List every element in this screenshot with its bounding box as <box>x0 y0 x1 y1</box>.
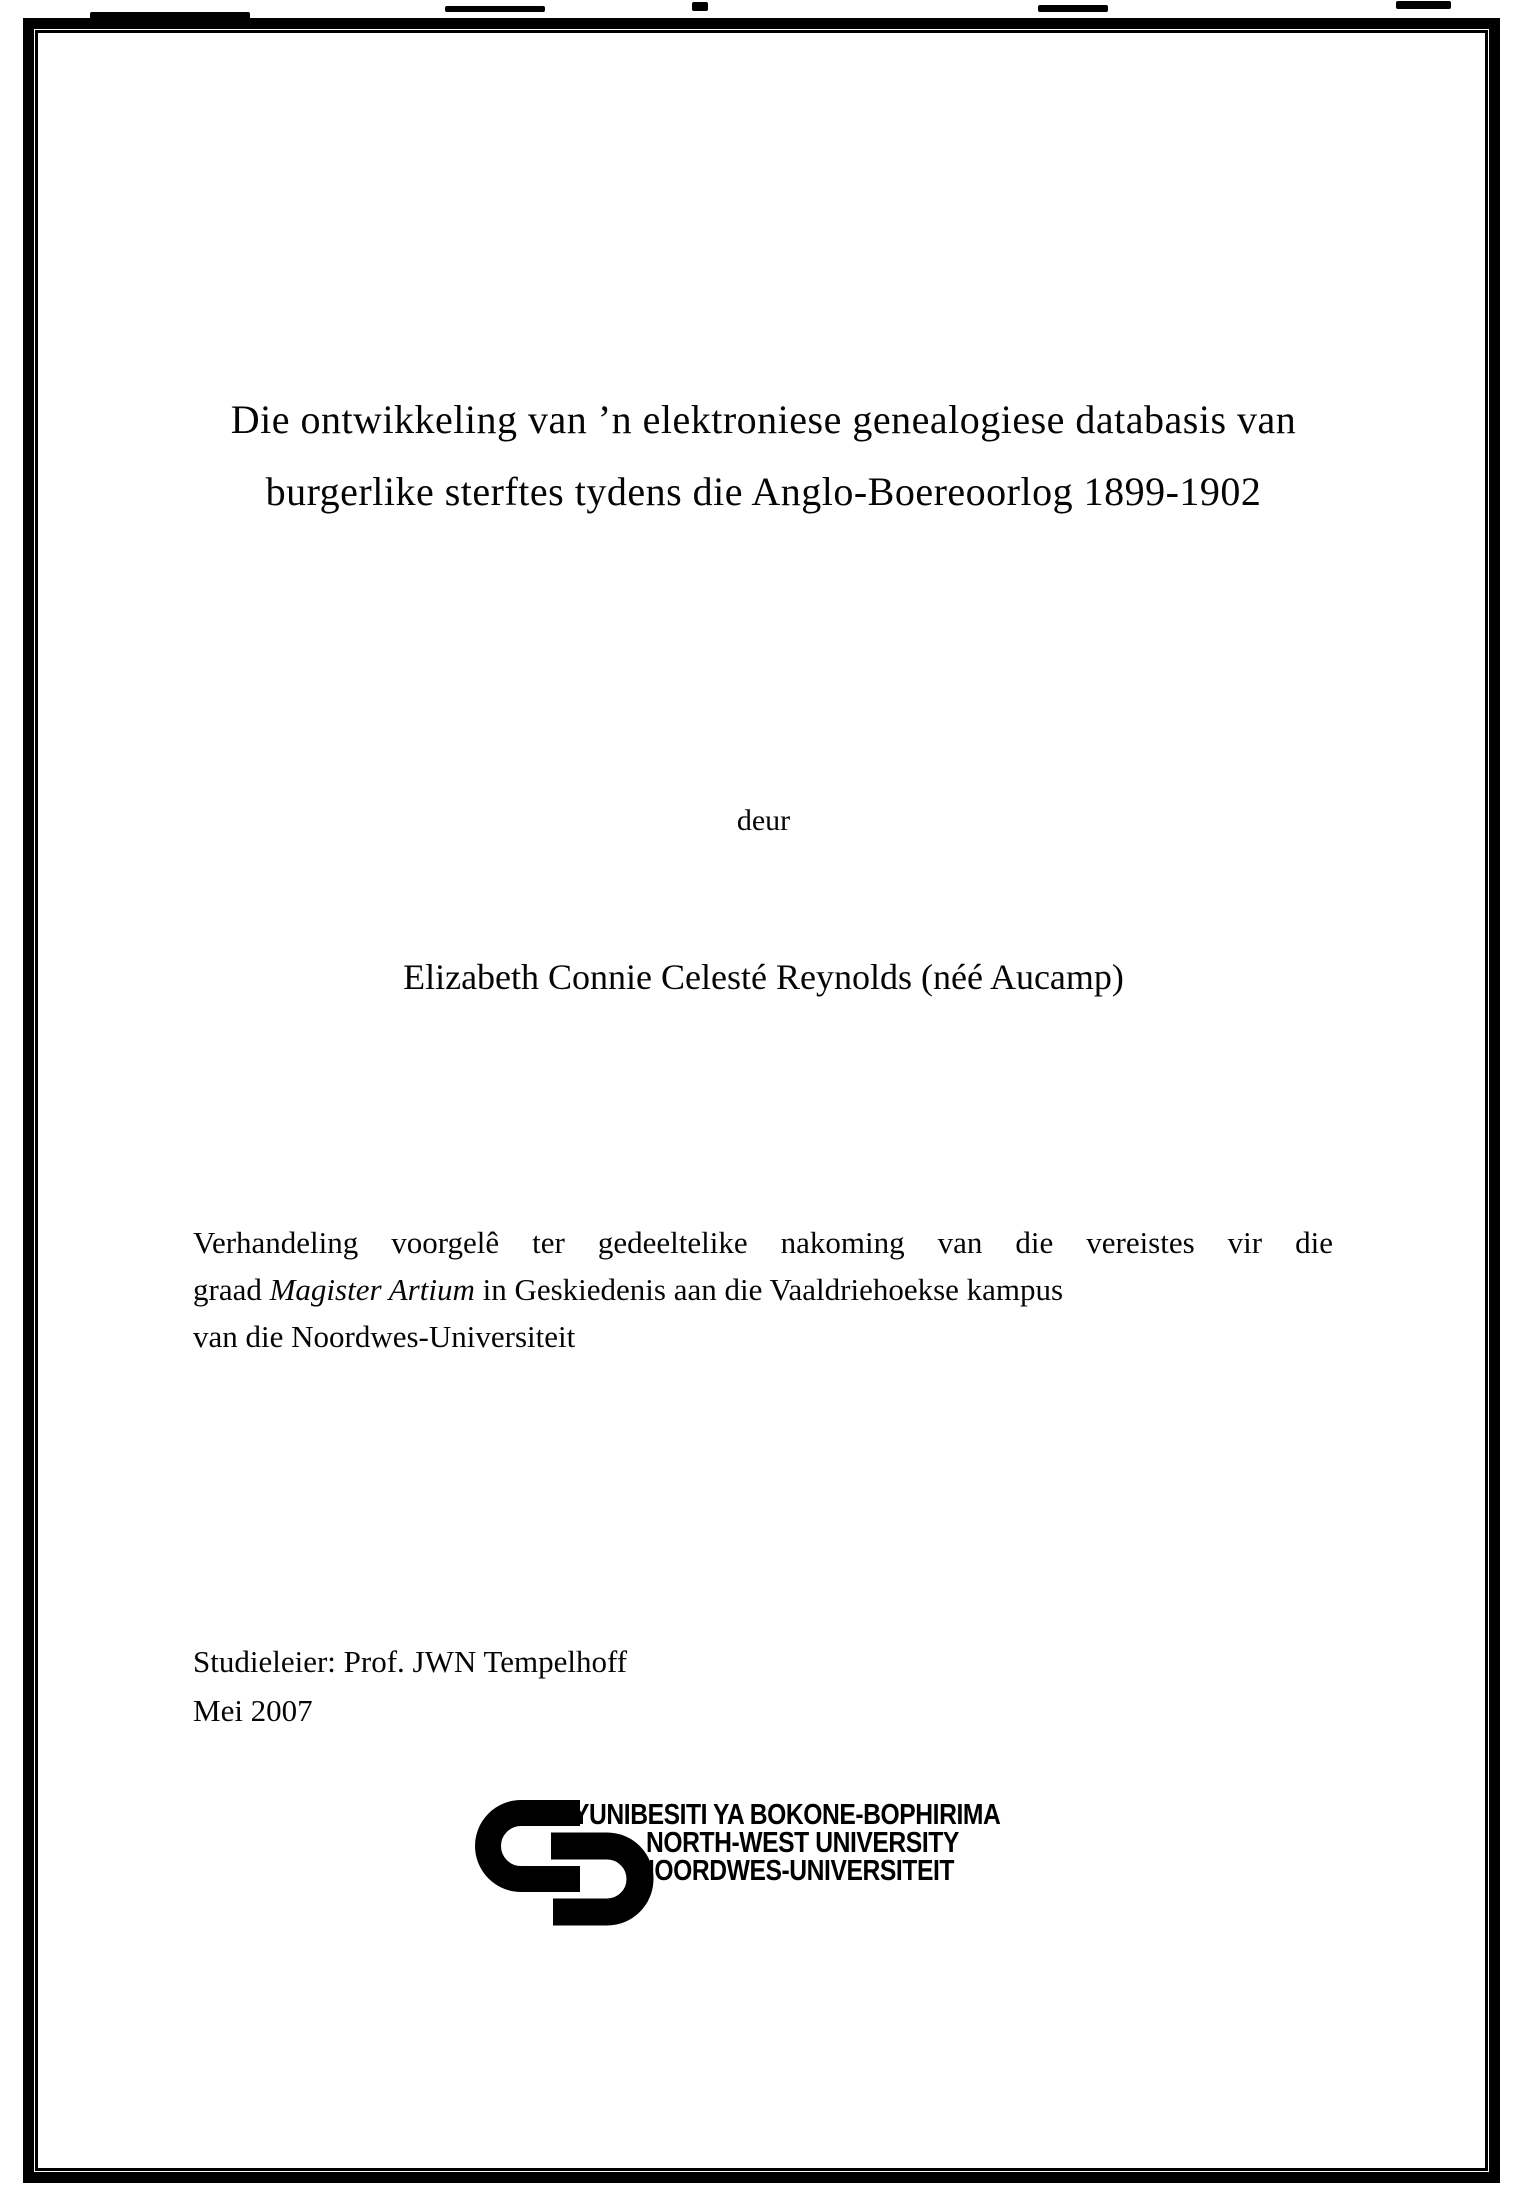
byline-deur: deur <box>736 804 791 837</box>
thesis-title-line-2: burgerlike sterftes tydens die Anglo-Boereoorlog 1899-1902 <box>265 469 1262 514</box>
degree-statement-line-2-suffix: in Geskiedenis aan die Vaaldriehoekse kampus <box>474 1272 1064 1307</box>
supervisor-line: Studieleier: Prof. JWN Tempelhoff <box>193 1644 628 1679</box>
date-line: Mei 2007 <box>193 1693 313 1728</box>
author-name: Elizabeth Connie Celesté Reynolds (néé Aucamp) <box>403 957 1124 997</box>
logo-text-english: NORTH-WEST UNIVERSITY <box>646 1827 959 1859</box>
degree-statement-line-3: van die Noordwes-Universiteit <box>193 1319 576 1354</box>
degree-name-italic: Magister Artium <box>269 1272 475 1307</box>
thesis-title-line-1: Die ontwikkeling van ’n elektroniese genealogiese databasis van <box>230 397 1297 442</box>
university-logo <box>465 1798 1065 1938</box>
scan-artifact <box>1038 5 1108 12</box>
degree-statement-line-1: Verhandeling voorgelê ter gedeeltelike nakoming van die vereistes vir die <box>193 1225 1333 1260</box>
scan-artifact <box>692 2 708 11</box>
logo-text-afrikaans: NOORDWES-UNIVERSITEIT <box>637 1855 955 1887</box>
logo-text-setswana: YUNIBESITI YA BOKONE-BOPHIRIMA <box>573 1799 1001 1831</box>
degree-statement-line-2 <box>193 1266 1333 1313</box>
scan-artifact <box>445 6 545 12</box>
scan-artifact <box>1396 1 1451 9</box>
degree-statement-line-2-prefix: graad <box>193 1272 270 1307</box>
scan-artifact <box>90 12 250 21</box>
degree-statement <box>193 1219 1333 1360</box>
supervisor-block <box>193 1637 627 1735</box>
